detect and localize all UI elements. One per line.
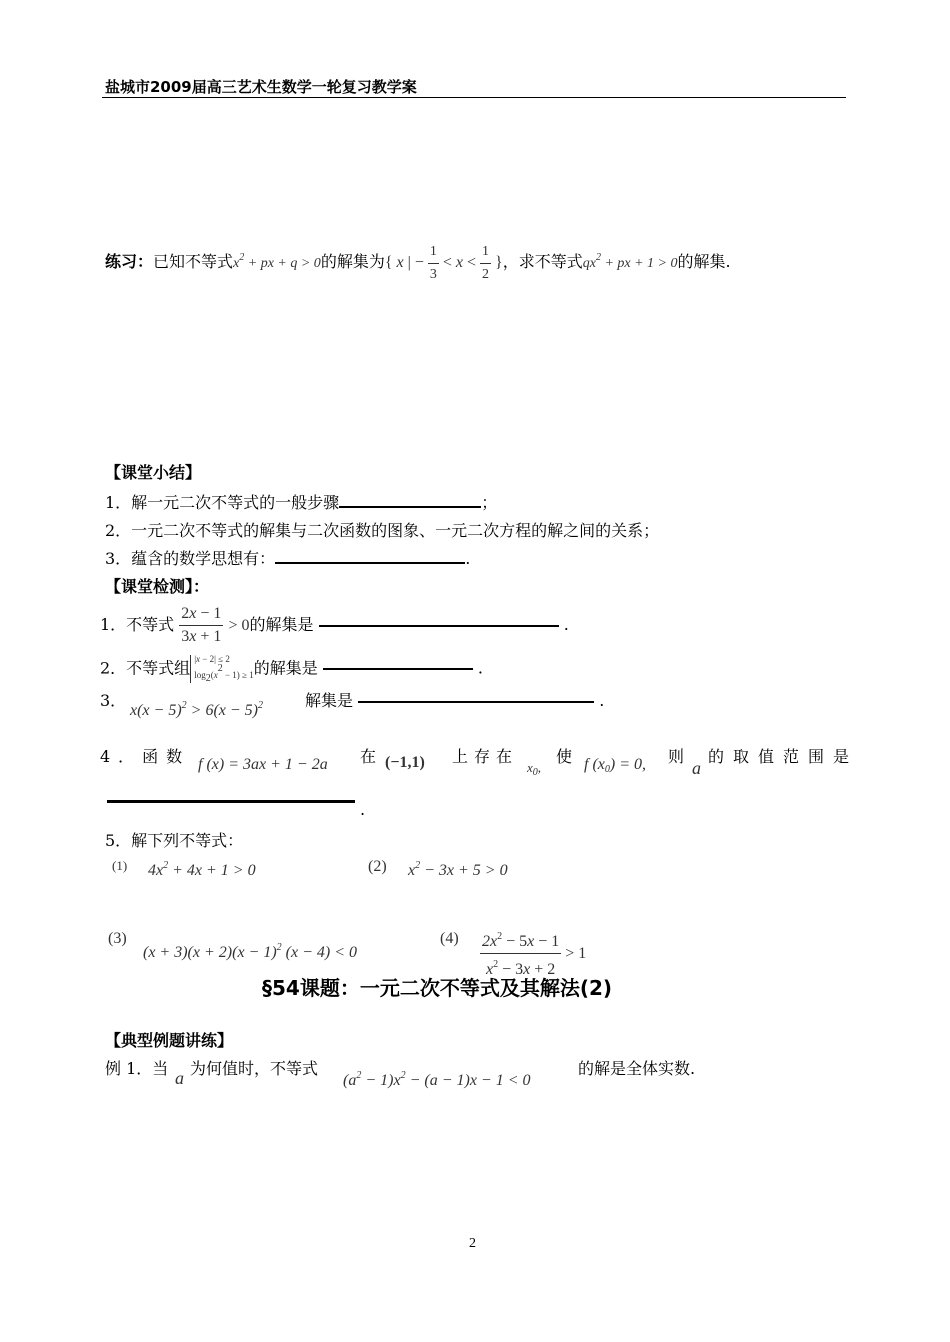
q5-2-label: (2) <box>368 858 387 875</box>
summary-heading: 【课堂小结】 <box>105 463 202 482</box>
page-header-title: 盐城市2009届高三艺术生数学一轮复习教学案 <box>105 78 417 96</box>
exercise-solution-set: { x | − $\frac{1}{3}$ < x < $\frac{1}{2}$ } <box>385 254 503 271</box>
example-1-b: 为何值时，不等式 <box>190 1059 319 1078</box>
exercise-ineq2: $qx^2$ + px + 1 > 0 <box>582 252 678 271</box>
check-q4-f: 的取值范围是 <box>708 747 859 766</box>
q4-condition: f $(x_0) = 0$, <box>584 756 646 775</box>
summary-item-2: 2．一元二次不等式的解集与二次函数的图象、一元二次方程的解之间的关系； <box>105 521 660 540</box>
check-q2-text: 的解集是 <box>253 658 318 678</box>
example-1-param: a <box>175 1068 184 1088</box>
q4-param-a: a <box>692 758 701 778</box>
exercise-label: 练习： <box>105 252 154 271</box>
answer-blank[interactable] <box>358 701 594 703</box>
exercise-text: 的解集. <box>677 252 731 271</box>
check-q1-text: 1．不等式 <box>100 615 175 634</box>
q3-inequality: $x(x - 5)^2 > 6(x - 5)^2$ <box>130 700 264 719</box>
summary-item-1-tail: ； <box>481 493 498 512</box>
check-q4-c: 上存在 <box>452 747 519 766</box>
section-title: §54课题：一元二次不等式及其解法(2) <box>262 976 613 1000</box>
exercise-line <box>105 240 731 286</box>
q5-1-label: (1) <box>112 858 128 873</box>
q5-2-inequality: $x^2 - 3x + 5 > 0$ <box>408 860 508 879</box>
summary-item-3-tail: . <box>465 549 471 568</box>
check-q4-a: 4．函数 <box>100 747 191 766</box>
check-q1-text: 的解集是 <box>249 615 314 634</box>
exercise-text: ，求不等式 <box>502 252 583 271</box>
q5-3-label: (3) <box>108 930 127 947</box>
answer-blank[interactable] <box>323 668 473 670</box>
q4-function: f (x) = 3ax + 1 − 2a <box>198 756 328 773</box>
example-1-a: 例 1．当 <box>105 1059 169 1078</box>
summary-item-1 <box>105 490 497 513</box>
header-rule <box>102 97 846 98</box>
period: . <box>599 691 605 710</box>
q4-interval: (−1,1) <box>385 754 425 771</box>
check-q1: 1．不等式 $\frac{2x - 1}{3x + 1}$ > 0的解集是 . <box>100 600 569 651</box>
answer-blank[interactable] <box>319 625 559 627</box>
exercise-ineq1: $x^2$ + px + q > 0 <box>233 252 321 271</box>
example-1-c: 的解是全体实数. <box>578 1059 696 1078</box>
q5-4-inequality: $\frac{2x^2 - 5x - 1}{x^2 - 3x + 2}$ > 1 <box>480 926 586 981</box>
summary-item-1-text: 1．解一元二次不等式的一般步骤 <box>105 493 340 512</box>
q5-3-inequality: $(x + 3)(x + 2)(x - 1)^2$ (x − 4) < 0 <box>143 942 358 961</box>
q5-4-label: (4) <box>440 930 459 947</box>
check-q3-number: 3． <box>100 691 127 710</box>
check-q4-b: 在 <box>360 747 377 766</box>
q5-1-inequality: $4x^2 + 4x + 1 > 0$ <box>148 860 256 879</box>
check-q4-d: 使 <box>556 747 573 766</box>
exercise-text: 已知不等式 <box>153 252 234 271</box>
answer-blank[interactable] <box>339 506 481 508</box>
check-q4-e: 则 <box>668 747 685 766</box>
period: . <box>360 800 366 819</box>
check-q3-post: 解集是 <box>305 691 354 710</box>
check-q2 <box>100 655 483 683</box>
page-number: 2 <box>469 1236 476 1251</box>
check-q3-text <box>305 688 604 711</box>
q1-fraction: $\frac{2x - 1}{3x + 1}$ <box>181 605 222 645</box>
period: . <box>563 615 569 634</box>
q2-system: |x − 2| ≤ 2 $\log_2(x^2 - 1) \ge 1$ <box>190 655 254 683</box>
check-heading: 【课堂检测】： <box>105 577 210 596</box>
q4-x0: $x_0$, <box>527 760 542 778</box>
summary-item-3-text: 3．蕴含的数学思想有： <box>105 549 276 568</box>
answer-blank[interactable] <box>275 562 465 564</box>
example-1-inequality: $(a^2 - 1)x^2 - (a - 1)x - 1 < 0$ <box>343 1070 531 1089</box>
examples-heading: 【典型例题讲练】 <box>105 1031 234 1050</box>
check-q5: 5．解下列不等式： <box>105 831 244 850</box>
check-q2-text: 2．不等式组 <box>100 658 191 678</box>
summary-item-3 <box>105 546 470 569</box>
exercise-text: 的解集为 <box>320 252 385 271</box>
period: . <box>477 658 484 678</box>
answer-blank[interactable] <box>107 800 355 803</box>
